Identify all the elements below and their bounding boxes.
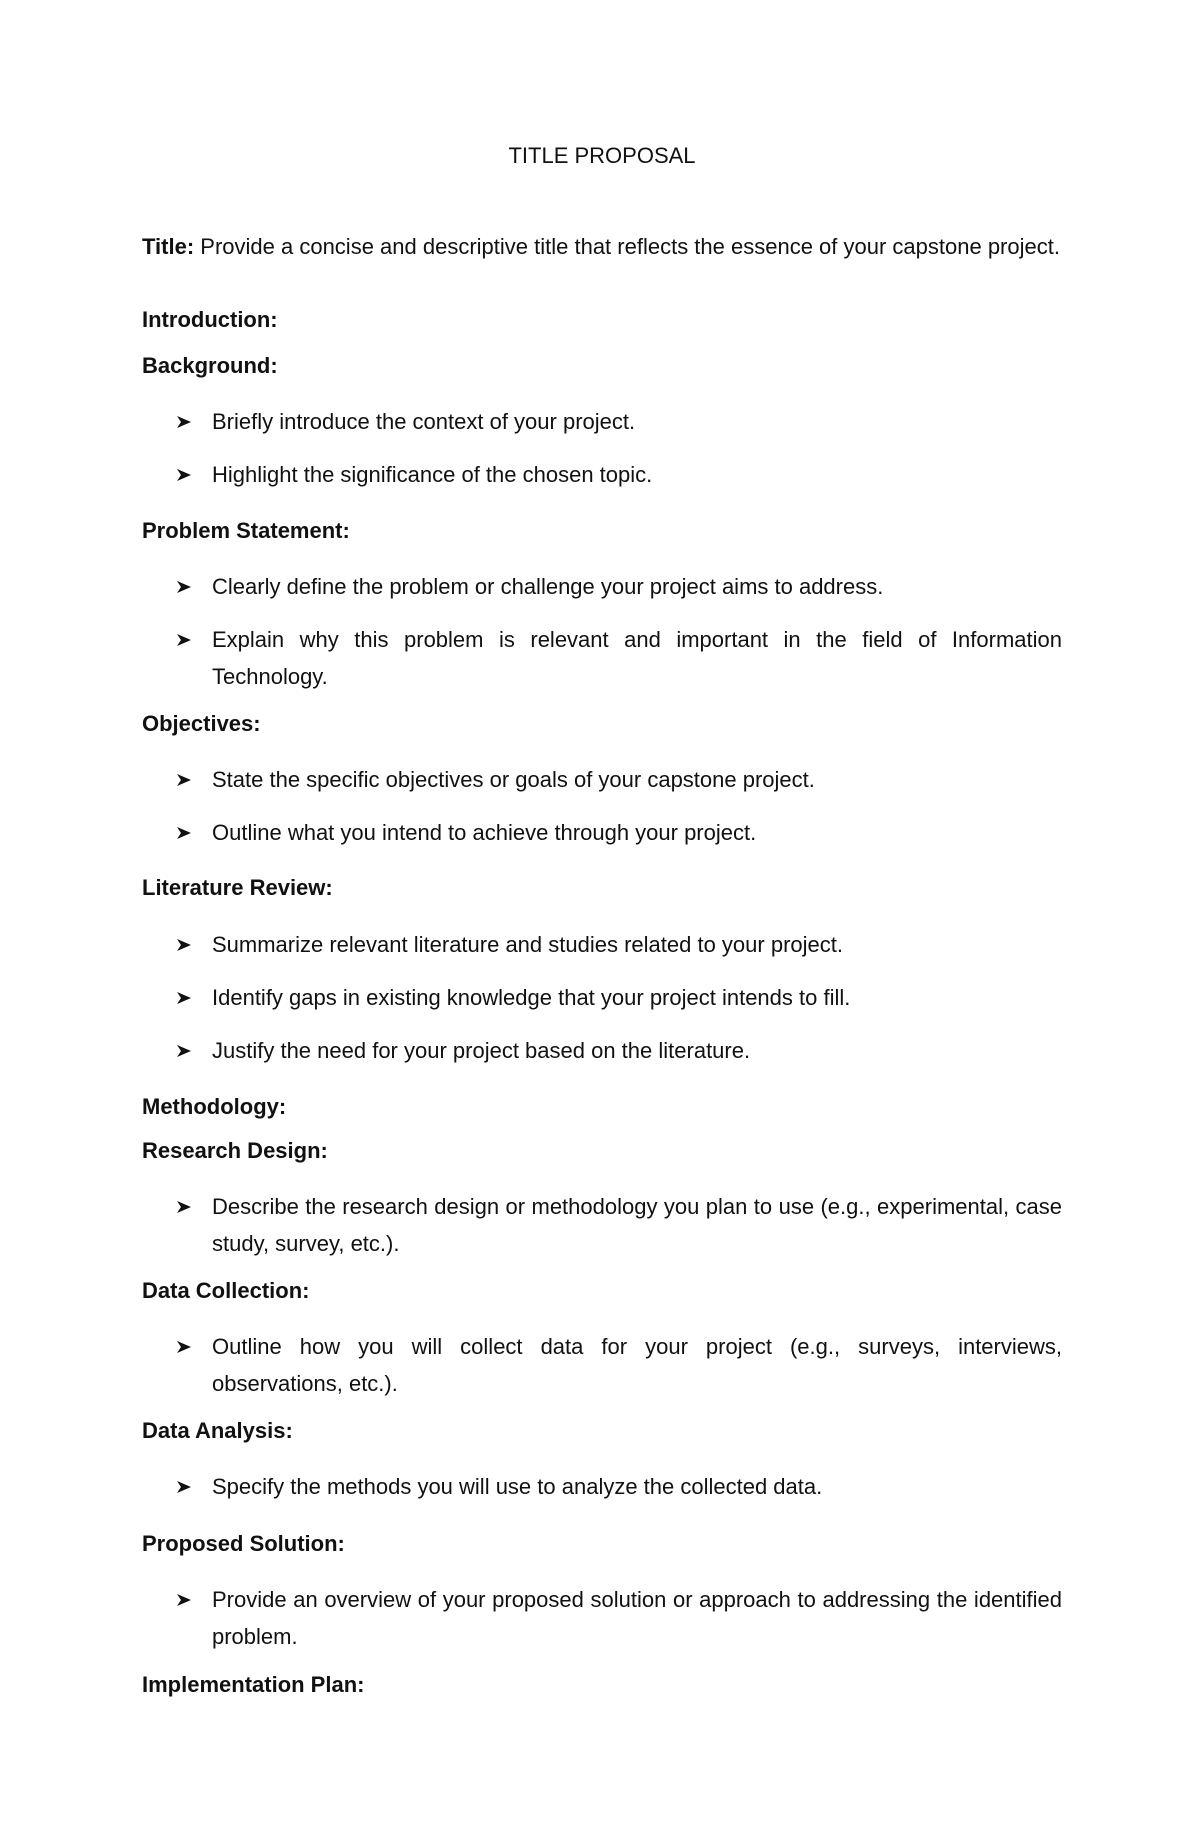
list-item <box>176 621 1062 695</box>
title-description: Provide a concise and descriptive title that reflects the essence of your capstone project. <box>200 234 1060 259</box>
arrowhead-bullet-icon <box>176 403 212 440</box>
bullet-text: Justify the need for your project based on the literature. <box>212 1038 751 1063</box>
bullet-text: Provide an overview of your proposed solution or approach to addressing the identified problem. <box>212 1587 1062 1649</box>
list-item <box>176 761 1062 798</box>
bullet-text: Clearly define the problem or challenge your project aims to address. <box>212 574 884 599</box>
list-item <box>176 979 1062 1016</box>
list-item <box>176 926 1062 963</box>
section-heading-introduction: Introduction: <box>142 307 278 332</box>
arrowhead-bullet-icon <box>176 814 212 851</box>
list-item <box>176 1468 1062 1505</box>
bullet-text: Outline how you will collect data for your project (e.g., surveys, interviews, observations, etc.). <box>212 1334 1062 1396</box>
arrowhead-bullet-icon <box>176 761 212 798</box>
bullet-text: State the specific objectives or goals of your capstone project. <box>212 767 815 792</box>
bullet-text: Describe the research design or methodology you plan to use (e.g., experimental, case study, survey, etc.). <box>212 1194 1062 1256</box>
list-item <box>176 814 1062 851</box>
list-item <box>176 1328 1062 1402</box>
section-heading-data-collection: Data Collection: <box>142 1278 310 1303</box>
section-heading-methodology: Methodology: <box>142 1094 287 1119</box>
list-item <box>176 1032 1062 1069</box>
arrowhead-bullet-icon <box>176 568 212 605</box>
section-heading-objectives: Objectives: <box>142 711 261 736</box>
list-item <box>176 456 1062 493</box>
arrowhead-bullet-icon <box>176 979 212 1016</box>
section-heading-implementation-plan: Implementation Plan: <box>142 1672 365 1697</box>
section-heading-literature-review: Literature Review: <box>142 875 333 900</box>
arrowhead-bullet-icon <box>176 926 212 963</box>
bullet-text: Highlight the significance of the chosen topic. <box>212 462 653 487</box>
arrowhead-bullet-icon <box>176 1032 212 1069</box>
arrowhead-bullet-icon <box>176 1188 212 1225</box>
page-title: TITLE PROPOSAL <box>508 143 696 168</box>
section-heading-proposed-solution: Proposed Solution: <box>142 1531 345 1556</box>
title-paragraph <box>142 232 1062 262</box>
arrowhead-bullet-icon <box>176 1468 212 1505</box>
section-heading-problem-statement: Problem Statement: <box>142 518 350 543</box>
list-item <box>176 568 1062 605</box>
list-item <box>176 403 1062 440</box>
bullet-text: Specify the methods you will use to analyze the collected data. <box>212 1474 823 1499</box>
section-heading-background: Background: <box>142 353 278 378</box>
section-heading-data-analysis: Data Analysis: <box>142 1418 293 1443</box>
bullet-text: Briefly introduce the context of your project. <box>212 409 636 434</box>
title-label: Title: <box>142 234 195 259</box>
arrowhead-bullet-icon <box>176 1328 212 1365</box>
bullet-text: Identify gaps in existing knowledge that your project intends to fill. <box>212 985 851 1010</box>
bullet-text: Explain why this problem is relevant and important in the field of Information Technology. <box>212 627 1062 689</box>
bullet-text: Summarize relevant literature and studies related to your project. <box>212 932 843 957</box>
arrowhead-bullet-icon <box>176 1581 212 1618</box>
arrowhead-bullet-icon <box>176 621 212 658</box>
list-item <box>176 1581 1062 1655</box>
arrowhead-bullet-icon <box>176 456 212 493</box>
section-heading-research-design: Research Design: <box>142 1138 328 1163</box>
list-item <box>176 1188 1062 1262</box>
bullet-text: Outline what you intend to achieve through your project. <box>212 820 757 845</box>
